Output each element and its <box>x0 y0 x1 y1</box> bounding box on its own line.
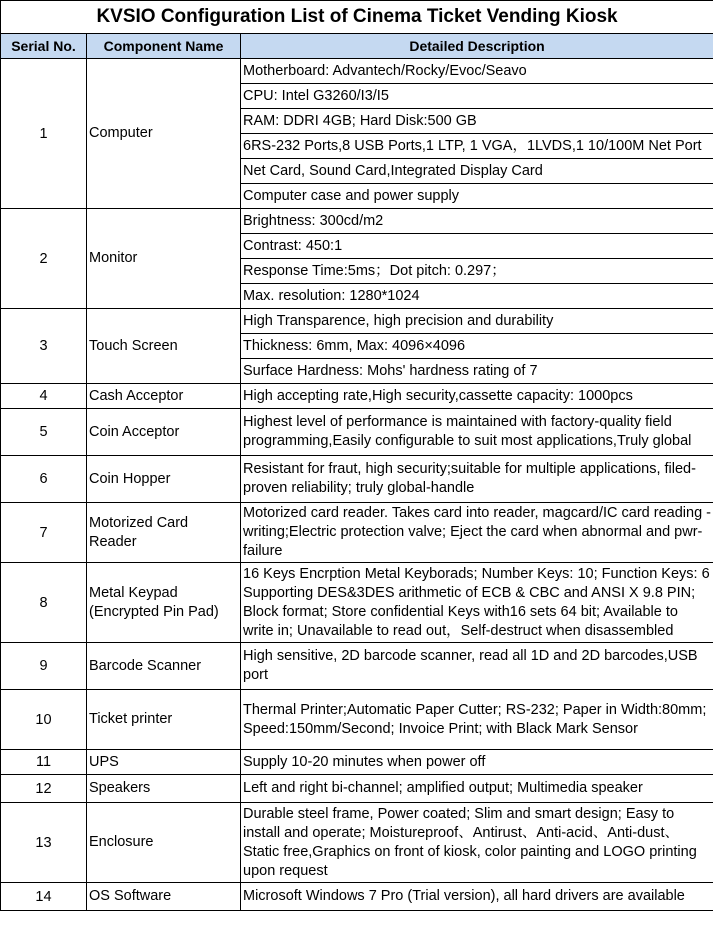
header-component: Component Name <box>87 34 241 59</box>
serial-cell: 1 <box>1 59 87 209</box>
description-cell: High Transparence, high precision and durability <box>241 309 713 334</box>
serial-cell: 8 <box>1 563 87 643</box>
description-cell: Thickness: 6mm, Max: 4096×4096 <box>241 334 713 359</box>
description-cell: 16 Keys Encrption Metal Keyborads; Number Keys: 10; Function Keys: 6 Supporting DES&3DES arithmetic of ECB & CBC and ANSI X 9.8 PIN; Block format; Store confidential Keys with16 sets 64 bit; Available to write in; Unavailable to read out，Self-destruct when disassembled <box>241 563 713 643</box>
component-name-cell: Metal Keypad (Encrypted Pin Pad) <box>87 563 241 643</box>
description-cell: 6RS-232 Ports,8 USB Ports,1 LTP, 1 VGA，1LVDS,1 10/100M Net Port <box>241 134 713 159</box>
component-name-cell: Computer <box>87 59 241 209</box>
table-row <box>1 409 713 456</box>
component-name-cell: UPS <box>87 750 241 775</box>
title-row <box>1 1 713 34</box>
description-cell: Brightness: 300cd/m2 <box>241 209 713 234</box>
description-cell: Surface Hardness: Mohs' hardness rating of 7 <box>241 359 713 384</box>
description-cell: Motorized card reader. Takes card into reader, magcard/IC card reading - writing;Electric protection valve; Eject the card when abnormal and pwr-failure <box>241 503 713 563</box>
serial-cell: 4 <box>1 384 87 409</box>
component-name-cell: Coin Acceptor <box>87 409 241 456</box>
description-cell: High sensitive, 2D barcode scanner, read all 1D and 2D barcodes,USB port <box>241 643 713 690</box>
description-cell: Durable steel frame, Power coated; Slim and smart design; Easy to install and operate; Moistureproof、Antirust、Anti-acid、Anti-dust、Static free,Graphics on front of kiosk, color painting and LOGO printing upon request <box>241 803 713 883</box>
component-name-cell: Ticket printer <box>87 690 241 750</box>
description-cell: Net Card, Sound Card,Integrated Display Card <box>241 159 713 184</box>
table-row <box>1 503 713 563</box>
description-cell: Motherboard: Advantech/Rocky/Evoc/Seavo <box>241 59 713 84</box>
component-name-cell: Enclosure <box>87 803 241 883</box>
table-row <box>1 775 713 803</box>
component-name-cell: Cash Acceptor <box>87 384 241 409</box>
description-cell: Left and right bi-channel; amplified output; Multimedia speaker <box>241 775 713 803</box>
table-row <box>1 563 713 643</box>
description-cell: Computer case and power supply <box>241 184 713 209</box>
table-row <box>1 883 713 911</box>
component-name-cell: Touch Screen <box>87 309 241 384</box>
component-name-cell: Speakers <box>87 775 241 803</box>
table-title: KVSIO Configuration List of Cinema Ticket Vending Kiosk <box>1 1 713 34</box>
component-name-cell: Coin Hopper <box>87 456 241 503</box>
description-cell: Highest level of performance is maintained with factory-quality field programming,Easily configurable to suit most applications,Truly global <box>241 409 713 456</box>
serial-cell: 10 <box>1 690 87 750</box>
table-row <box>1 456 713 503</box>
serial-cell: 7 <box>1 503 87 563</box>
table-row <box>1 803 713 883</box>
table-row <box>1 209 713 234</box>
component-name-cell: OS Software <box>87 883 241 911</box>
description-cell: CPU: Intel G3260/I3/I5 <box>241 84 713 109</box>
description-cell: Contrast: 450:1 <box>241 234 713 259</box>
serial-cell: 5 <box>1 409 87 456</box>
component-name-cell: Barcode Scanner <box>87 643 241 690</box>
description-cell: Supply 10-20 minutes when power off <box>241 750 713 775</box>
table-row <box>1 690 713 750</box>
header-serial: Serial No. <box>1 34 87 59</box>
description-cell: Resistant for fraut, high security;suitable for multiple applications, filed-proven reliability; truly global-handle <box>241 456 713 503</box>
table-row <box>1 643 713 690</box>
serial-cell: 6 <box>1 456 87 503</box>
description-cell: Thermal Printer;Automatic Paper Cutter; RS-232; Paper in Width:80mm; Speed:150mm/Second; Invoice Print; with Black Mark Sensor <box>241 690 713 750</box>
description-cell: Response Time:5ms；Dot pitch: 0.297； <box>241 259 713 284</box>
component-name-cell: Motorized Card Reader <box>87 503 241 563</box>
serial-cell: 2 <box>1 209 87 309</box>
table-row <box>1 750 713 775</box>
description-cell: High accepting rate,High security,cassette capacity: 1000pcs <box>241 384 713 409</box>
component-name-cell: Monitor <box>87 209 241 309</box>
serial-cell: 13 <box>1 803 87 883</box>
serial-cell: 11 <box>1 750 87 775</box>
serial-cell: 12 <box>1 775 87 803</box>
serial-cell: 14 <box>1 883 87 911</box>
description-cell: RAM: DDRI 4GB; Hard Disk:500 GB <box>241 109 713 134</box>
table-row <box>1 309 713 334</box>
table-row <box>1 59 713 84</box>
description-cell: Microsoft Windows 7 Pro (Trial version), all hard drivers are available <box>241 883 713 911</box>
header-description: Detailed Description <box>241 34 713 59</box>
serial-cell: 3 <box>1 309 87 384</box>
serial-cell: 9 <box>1 643 87 690</box>
header-row <box>1 34 713 59</box>
table-row <box>1 384 713 409</box>
description-cell: Max. resolution: 1280*1024 <box>241 284 713 309</box>
